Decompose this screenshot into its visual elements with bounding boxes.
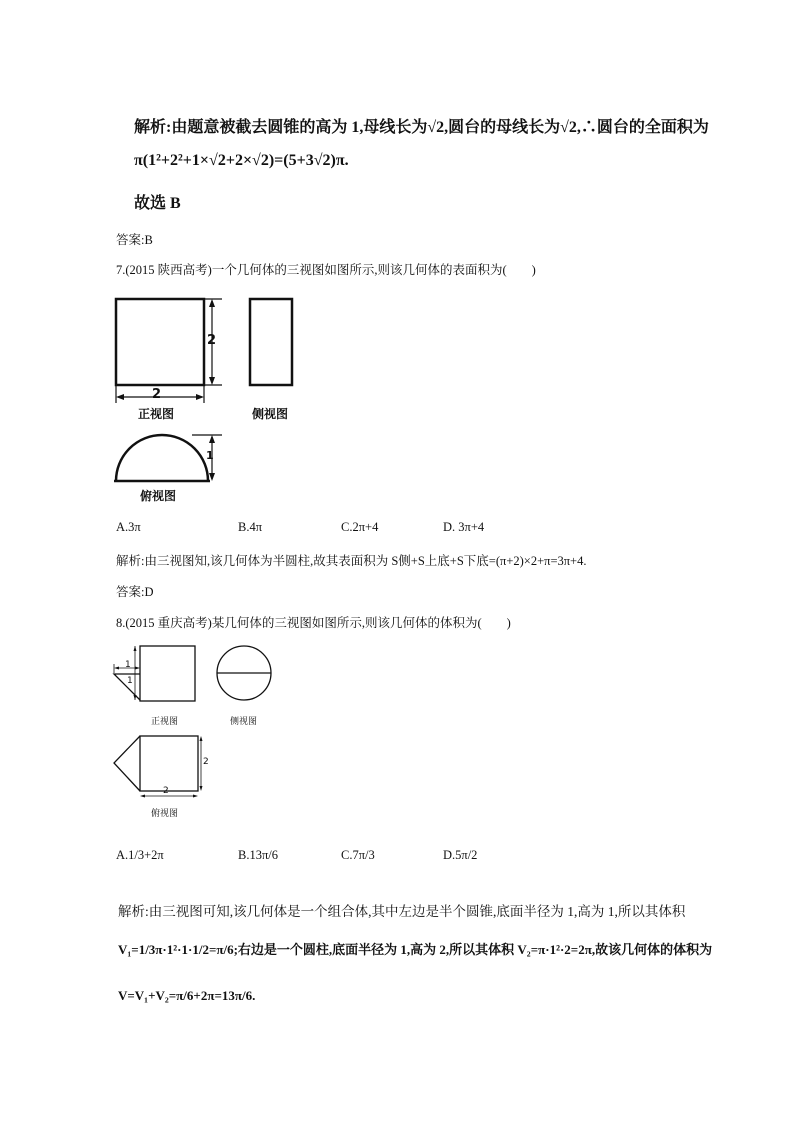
q7-option-d: D. 3π+4 bbox=[443, 520, 485, 534]
q7-answer: 答案:D bbox=[116, 585, 154, 599]
q8-solution-line-2: V₁=1/3π·1²·1·1/2=π/6;右边是一个圆柱,底面半径为 1,高为 2,所以其体积 V₂=π·1²·2=2π,故该几何体的体积为 bbox=[118, 942, 713, 957]
q8-top-view-label: 俯视图 bbox=[151, 809, 179, 819]
q8-three-views-figure bbox=[105, 640, 305, 810]
question-7-stem: 7.(2015 陕西高考)一个几何体的三视图如图所示,则该几何体的表面积为( ) bbox=[116, 263, 536, 277]
q8-top-width-label: 2 bbox=[163, 786, 169, 796]
q7-three-views-figure bbox=[100, 285, 360, 515]
q8-solution-line-3: V=V₁+V₂=π/6+2π=13π/6. bbox=[118, 988, 256, 1003]
q7-front-width-label: 2 bbox=[152, 387, 162, 402]
q8-option-b: B.13π/6 bbox=[238, 848, 278, 862]
q7-top-view-label: 俯视图 bbox=[140, 489, 177, 503]
q7-option-c: C.2π+4 bbox=[341, 520, 379, 534]
q7-solution: 解析:由三视图知,该几何体为半圆柱,故其表面积为 S侧+S上底+S下底=(π+2)×2+π=3π+4. bbox=[116, 554, 587, 568]
q7-option-a: A.3π bbox=[116, 520, 141, 534]
q8-side-view-label: 侧视图 bbox=[230, 717, 258, 727]
q8-top-height-label: 2 bbox=[203, 757, 209, 767]
q7-option-b: B.4π bbox=[238, 520, 263, 534]
q7-side-view-label: 侧视图 bbox=[252, 407, 289, 421]
q8-option-a: A.1/3+2π bbox=[116, 848, 164, 862]
answer-6: 答案:B bbox=[116, 233, 153, 247]
q7-top-height-label: 1 bbox=[206, 449, 214, 462]
question-8-stem: 8.(2015 重庆高考)某几何体的三视图如图所示,则该几何体的体积为( ) bbox=[116, 616, 511, 630]
q8-option-c: C.7π/3 bbox=[341, 848, 375, 862]
solution-6-line-3: 故选 B bbox=[134, 195, 181, 212]
q8-front-dim-2: 1 bbox=[127, 676, 133, 686]
q8-option-d: D.5π/2 bbox=[443, 848, 478, 862]
q8-solution-line-1: 解析:由三视图可知,该几何体是一个组合体,其中左边是半个圆锥,底面半径为 1,高为 1,所以其体积 bbox=[118, 904, 686, 919]
q7-front-height-label: 2 bbox=[207, 333, 217, 348]
q8-front-dim-1: 1 bbox=[125, 660, 131, 670]
q8-front-view-label: 正视图 bbox=[151, 717, 179, 727]
solution-6-line-1: 解析:由题意被截去圆锥的高为 1,母线长为√2,圆台的母线长为√2,∴圆台的全面积为 bbox=[134, 119, 709, 136]
q7-front-view-label: 正视图 bbox=[138, 407, 175, 421]
solution-6-line-2: π(1²+2²+1×√2+2×√2)=(5+3√2)π. bbox=[134, 152, 349, 169]
